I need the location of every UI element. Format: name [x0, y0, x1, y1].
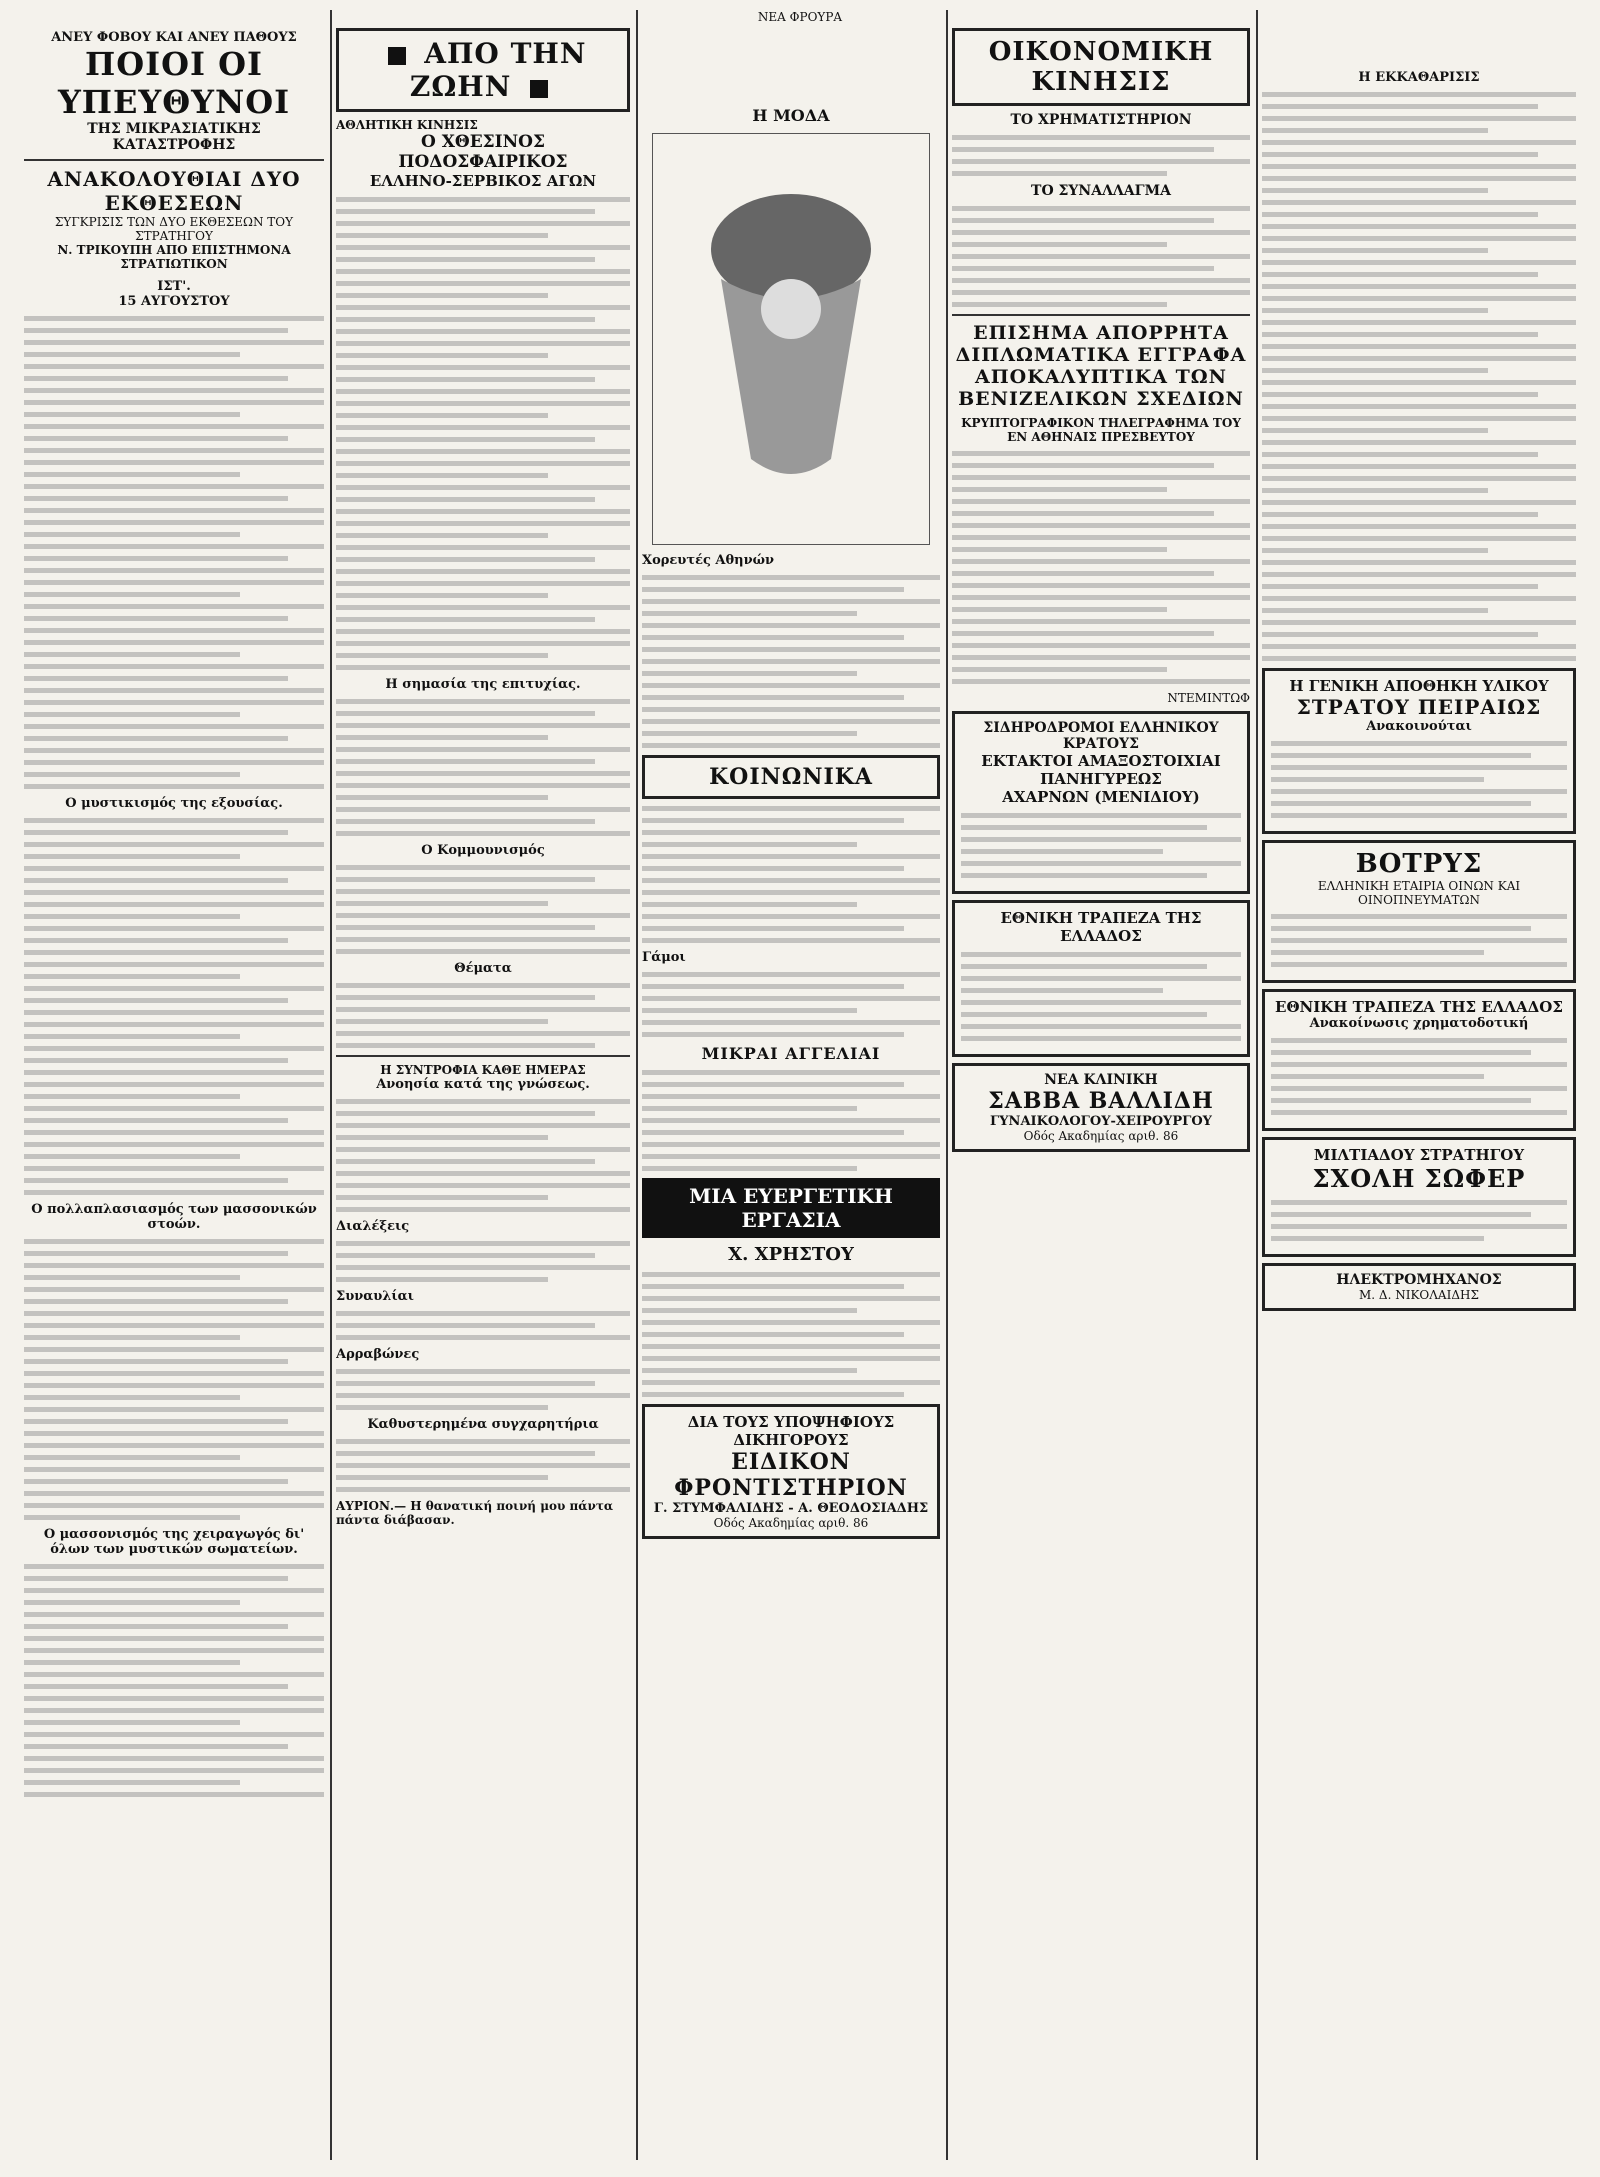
headline: ΠΟΙΟΙ ΟΙ ΥΠΕΥΘΥΝΟΙ: [57, 45, 291, 121]
subhead: Ο πολλαπλασιασμός των μασσονικών στοών.: [31, 1202, 317, 1232]
text-placeholder: [961, 813, 1241, 878]
signature: ΝΤΕΜΙΝΤΩΦ: [1167, 691, 1250, 705]
section-box: [642, 755, 940, 799]
text-placeholder: [642, 972, 940, 1037]
advertisement: [1262, 1263, 1576, 1311]
text-placeholder: [24, 1564, 324, 1797]
column-4: [952, 10, 1250, 2160]
kicker: ΑΝΕΥ ΦΟΒΟΥ ΚΑΙ ΑΝΕΥ ΠΑΘΟΥΣ: [51, 30, 297, 45]
ad-names: Γ. ΣΤΥΜΦΑΛΙΔΗΣ - Α. ΘΕΟΔΟΣΙΑΔΗΣ: [653, 1501, 929, 1516]
text-placeholder: [1271, 741, 1567, 818]
text-placeholder: [642, 575, 940, 748]
ad-address: Οδός Ακαδημίας αριθ. 86: [713, 1516, 869, 1530]
text-placeholder: [642, 1272, 940, 1397]
divider: [24, 159, 324, 161]
subhead: Καθυστερημένα συγχαρητήρια: [367, 1417, 599, 1432]
subhead: Αρραβώνες: [336, 1347, 420, 1362]
text-placeholder: [24, 818, 324, 1195]
subheadline: ΕΛΛΗΝΟ-ΣΕΡΒΙΚΟΣ ΑΓΩΝ: [369, 172, 597, 190]
subhead: Χορευτές Αθηνών: [642, 553, 775, 568]
advertisement: [952, 711, 1250, 894]
deck: ΣΥΓΚΡΙΣΙΣ ΤΩΝ ΔΥΟ ΕΚΘΕΣΕΩΝ ΤΟΥ ΣΤΡΑΤΗΓΟΥ: [54, 215, 294, 243]
section-banner: [952, 28, 1250, 106]
ad-headline: ΕΙΔΙΚΟΝ ΦΡΟΝΤΙΣΤΗΡΙΟΝ: [674, 1449, 908, 1501]
divider: [336, 1055, 630, 1057]
subhead: Ο μυστικισμός της εξουσίας.: [65, 796, 283, 811]
text-placeholder: [336, 1439, 630, 1492]
text-placeholder: [336, 1311, 630, 1340]
section-title: ΚΟΙΝΩΝΙΚΑ: [709, 764, 873, 790]
text-placeholder: [24, 1239, 324, 1520]
ad-title: ΝΕΑ ΚΛΙΝΙΚΗ: [1044, 1072, 1158, 1088]
ad-title: ΜΙΛΤΙΑΔΟΥ ΣΤΡΑΤΗΓΟΥ: [1313, 1146, 1525, 1164]
dateline: 15 ΑΥΓΟΥΣΤΟΥ: [118, 294, 230, 309]
ornament-icon: [530, 80, 548, 98]
text-placeholder: [336, 865, 630, 954]
subhead: Συναυλίαι: [336, 1289, 414, 1304]
ad-headline: ΣΧΟΛΗ ΣΩΦΕΡ: [1312, 1164, 1526, 1193]
subhead: ΤΟ ΧΡΗΜΑΤΙΣΤΗΡΙΟΝ: [1010, 112, 1192, 128]
text-placeholder: [336, 983, 630, 1048]
section-label: Η ΣΥΝΤΡΟΦΙΑ ΚΑΘΕ ΗΜΕΡΑΣ: [380, 1063, 586, 1077]
subhead: Η ΕΚΚΑΘΑΡΙΣΙΣ: [1358, 70, 1480, 85]
subhead: Γάμοι: [642, 950, 686, 965]
subhead: ΚΡΥΠΤΟΓΡΑΦΙΚΟΝ ΤΗΛΕΓΡΑΦΗΜΑ ΤΟΥ ΕΝ ΑΘΗΝΑΙΣ ΠΡΕΣΒΕΥΤΟΥ: [961, 416, 1241, 444]
subhead: Ο Κομμουνισμός: [421, 843, 545, 858]
text-placeholder: [1262, 92, 1576, 661]
section-title: Η ΜΟΔΑ: [752, 106, 830, 125]
subhead: Ανοησία κατά της γνώσεως.: [376, 1077, 590, 1092]
text-placeholder: [952, 135, 1250, 176]
ad-title: Η ΓΕΝΙΚΗ ΑΠΟΘΗΚΗ ΥΛΙΚΟΥ: [1289, 677, 1549, 695]
banner-title: ΜΙΑ ΕΥΕΡΓΕΤΙΚΗ ΕΡΓΑΣΙΑ: [642, 1178, 940, 1238]
ad-subtitle: ΓΥΝΑΙΚΟΛΟΓΟΥ-ΧΕΙΡΟΥΡΓΟΥ: [990, 1114, 1212, 1129]
subhead: Η σημασία της επιτυχίας.: [385, 677, 581, 692]
ad-title: ΗΛΕΚΤΡΟΜΗΧΑΝΟΣ: [1336, 1272, 1502, 1288]
column-rule: [1256, 10, 1258, 2160]
text-placeholder: [336, 1099, 630, 1212]
section-title: ΑΝΑΚΟΛΟΥΘΙΑΙ ΔΥΟ ΕΚΘΕΣΕΩΝ: [47, 167, 301, 215]
divider: [952, 314, 1250, 316]
subhead: ΤΟ ΣΥΝΑΛΛΑΓΜΑ: [1031, 183, 1171, 199]
ad-title: ΔΙΑ ΤΟΥΣ ΥΠΟΨΗΦΙΟΥΣ ΔΙΚΗΓΟΡΟΥΣ: [687, 1413, 895, 1449]
column-5: [1262, 10, 1576, 2160]
text-placeholder: [961, 952, 1241, 1041]
section-number: ΙΣΤ'.: [157, 279, 191, 294]
deck: Ν. ΤΡΙΚΟΥΠΗ ΑΠΟ ΕΠΙΣΤΗΜΟΝΑ ΣΤΡΑΤΙΩΤΙΚΟΝ: [57, 243, 291, 271]
column-rule: [636, 10, 638, 2160]
subhead: Ο μασσονισμός της χειραγωγός δι' όλων των μυστικών σωματείων.: [43, 1527, 305, 1557]
advertisement: [952, 1063, 1250, 1152]
section-title: ΜΙΚΡΑΙ ΑΓΓΕΛΙΑΙ: [701, 1044, 881, 1063]
text-placeholder: [952, 451, 1250, 684]
text-placeholder: [1271, 914, 1567, 967]
banner-title: ΟΙΚΟΝΟΜΙΚΗ ΚΙΝΗΣΙΣ: [988, 37, 1214, 97]
headline: Ο ΧΘΕΣΙΝΟΣ ΠΟΔΟΣΦΑΙΡΙΚΟΣ: [398, 132, 568, 172]
ad-subtitle: Μ. Δ. ΝΙΚΟΛΑΙΔΗΣ: [1359, 1288, 1479, 1302]
headline: ΑΠΟΚΑΛΥΠΤΙΚΑ ΤΩΝ ΒΕΝΙΖΕΛΙΚΩΝ ΣΧΕΔΙΩΝ: [958, 366, 1244, 410]
advertisement: [1262, 840, 1576, 983]
ad-headline: ΣΑΒΒΑ ΒΑΛΛΙΔΗ: [988, 1088, 1214, 1114]
text-placeholder: [642, 1070, 940, 1171]
text-placeholder: [336, 197, 630, 670]
ad-headline: ΒΟΤΡΥΣ: [1355, 849, 1483, 879]
advertisement: [642, 1404, 940, 1539]
ad-subtitle: ΕΛΛΗΝΙΚΗ ΕΤΑΙΡΙΑ ΟΙΝΩΝ ΚΑΙ ΟΙΝΟΠΝΕΥΜΑΤΩΝ: [1317, 879, 1521, 907]
ad-headline: ΕΚΤΑΚΤΟΙ ΑΜΑΞΟΣΤΟΙΧΙΑΙ ΠΑΝΗΓΥΡΕΩΣ: [981, 752, 1221, 788]
ad-subtitle: Ανακοινούται: [1366, 719, 1472, 734]
ad-title: ΣΙΔΗΡΟΔΡΟΜΟΙ ΕΛΛΗΝΙΚΟΥ ΚΡΑΤΟΥΣ: [983, 720, 1219, 752]
text-placeholder: [24, 316, 324, 789]
subhead: Διαλέξεις: [336, 1219, 410, 1234]
ad-subtitle: Ανακοίνωσις χρηματοδοτική: [1309, 1016, 1529, 1031]
ad-headline: ΣΤΡΑΤΟΥ ΠΕΙΡΑΙΩΣ: [1296, 695, 1542, 719]
subhead: Θέματα: [454, 961, 512, 976]
section-label: ΑΘΛΗΤΙΚΗ ΚΙΝΗΣΙΣ: [336, 118, 478, 132]
ad-title: ΕΘΝΙΚΗ ΤΡΑΠΕΖΑ ΤΗΣ ΕΛΛΑΔΟΣ: [1000, 909, 1202, 945]
footer-note: ΑΥΡΙΟΝ.— Η θανατική ποινή μου πάντα πάντα διάβασαν.: [336, 1499, 614, 1527]
headline: ΕΠΙΣΗΜΑ ΑΠΟΡΡΗΤΑ ΔΙΠΛΩΜΑΤΙΚΑ ΕΓΓΡΑΦΑ: [955, 322, 1247, 366]
ornament-icon: [388, 47, 406, 65]
text-placeholder: [1271, 1038, 1567, 1115]
ad-address: Οδός Ακαδημίας αριθ. 86: [1023, 1129, 1179, 1143]
advertisement: [1262, 1137, 1576, 1257]
subheadline: ΤΗΣ ΜΙΚΡΑΣΙΑΤΙΚΗΣ ΚΑΤΑΣΤΡΟΦΗΣ: [87, 121, 261, 153]
column-rule: [330, 10, 332, 2160]
text-placeholder: [952, 206, 1250, 307]
fashion-illustration: [652, 133, 930, 545]
advertisement: [952, 900, 1250, 1057]
column-1: [24, 10, 324, 2160]
text-placeholder: [336, 1241, 630, 1282]
column-2: [336, 10, 630, 2160]
ad-title: ΕΘΝΙΚΗ ΤΡΑΠΕΖΑ ΤΗΣ ΕΛΛΑΔΟΣ: [1275, 998, 1563, 1016]
column-rule: [946, 10, 948, 2160]
topline: ΝΕΑ ΦΡΟΥΡΑ: [757, 10, 843, 24]
text-placeholder: [336, 1369, 630, 1410]
hat-illustration-icon: [681, 159, 901, 519]
text-placeholder: [642, 806, 940, 943]
ad-headline: ΑΧΑΡΝΩΝ (ΜΕΝΙΔΙΟΥ): [1002, 788, 1200, 806]
advertisement: [1262, 989, 1576, 1131]
column-3: [642, 10, 940, 2160]
advertisement: [1262, 668, 1576, 834]
banner-title: ΑΠΟ ΤΗΝ ΖΩΗΝ: [409, 37, 587, 103]
doctor-name: Χ. ΧΡΗΣΤΟΥ: [728, 1244, 854, 1265]
section-banner: [336, 28, 630, 112]
text-placeholder: [336, 699, 630, 836]
text-placeholder: [1271, 1200, 1567, 1241]
